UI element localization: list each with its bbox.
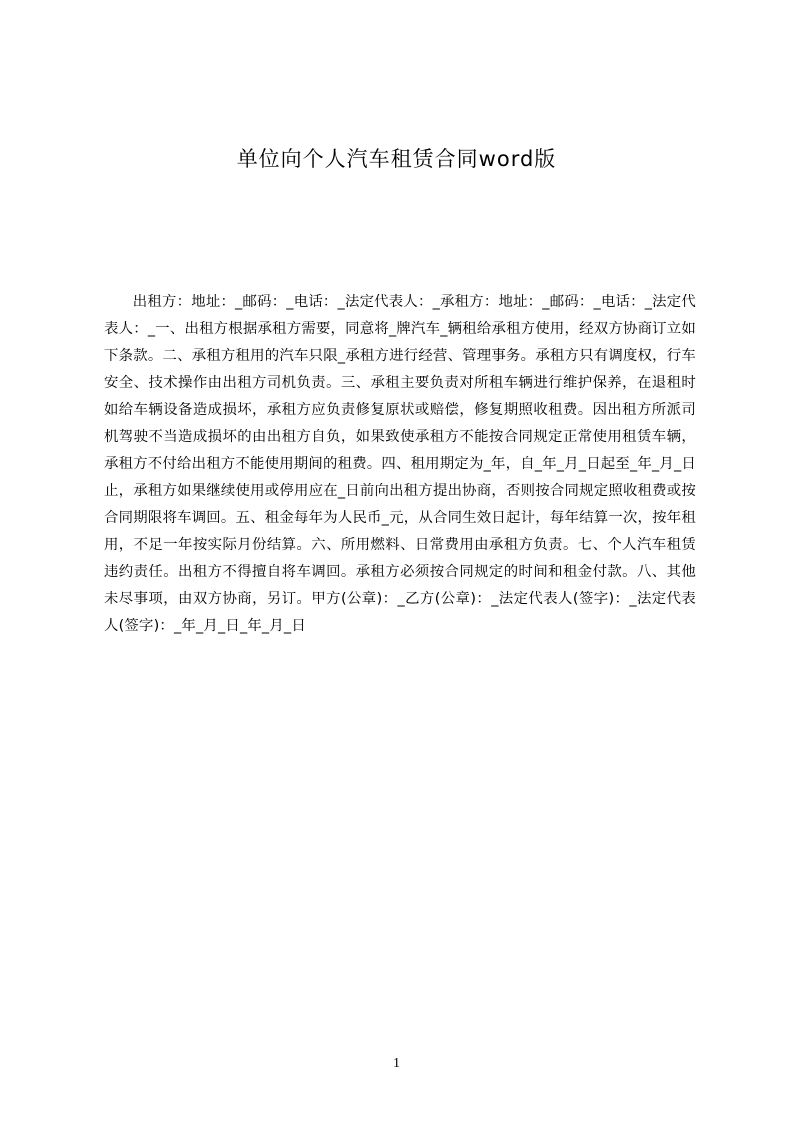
- contract-body: 出租方：地址：_邮码：_电话：_法定代表人：_承租方：地址：_邮码：_电话：_法定代表人：_一、出租方根据承租方需要，同意将_牌汽车_辆租给承租方使用，经双方协商订立如下条款。二、承租方租用的汽车只限_承租方进行经营、管理事务。承租方只有调度权，行车安全、技术操作由出租方司机负责。三、承租主要负责对所租车辆进行维护保养，在退租时如给车辆设备造成损坏，承租方应负责修复原状或赔偿，修复期照收租费。因出租方所派司机驾驶不当造成损坏的由出租方自负，如果致使承租方不能按合同规定正常使用租赁车辆，承租方不付给出租方不能使用期间的租费。四、租用期定为_年，自_年_月_日起至_年_月_日止，承租方如果继续使用或停用应在_日前向出租方提出协商，否则按合同规定照收租费或按合同期限将车调回。五、租金每年为人民币_元，从合同生效日起计，每年结算一次，按年租用，不足一年按实际月份结算。六、所用燃料、日常费用由承租方负责。七、个人汽车租赁违约责任。出租方不得擅自将车调回。承租方必须按合同规定的时间和租金付款。八、其他未尽事项，由双方协商，另订。甲方(公章)：_乙方(公章)：_法定代表人(签字)：_法定代表人(签字)：_年_月_日_年_月_日: [104, 294, 696, 634]
- document-title: 单位向个人汽车租赁合同word版: [236, 147, 557, 171]
- page-number: 1: [393, 1056, 400, 1071]
